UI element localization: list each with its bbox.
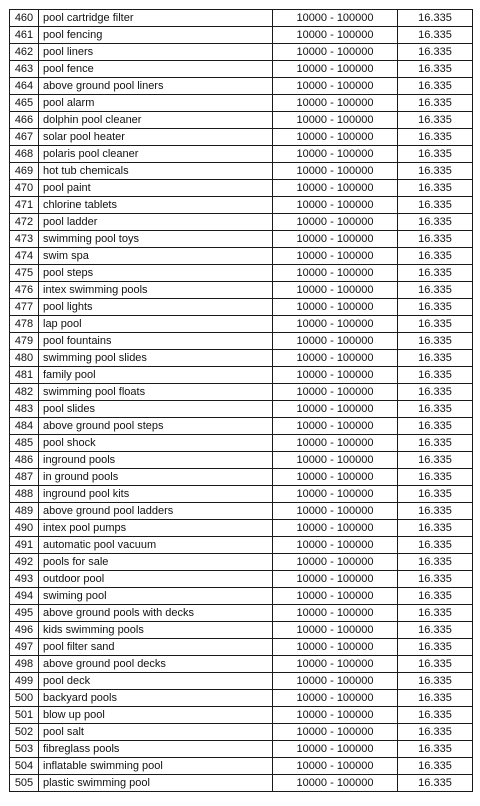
row-number-cell: 461 xyxy=(10,27,39,44)
keyword-cell: solar pool heater xyxy=(39,129,273,146)
table-row xyxy=(10,503,473,520)
keyword-cell: pool lights xyxy=(39,299,273,316)
table-row xyxy=(10,384,473,401)
table-row xyxy=(10,469,473,486)
row-number-cell: 493 xyxy=(10,571,39,588)
keyword-cell: pool paint xyxy=(39,180,273,197)
keyword-cell: kids swimming pools xyxy=(39,622,273,639)
keyword-cell: above ground pool steps xyxy=(39,418,273,435)
keyword-cell: swimming pool toys xyxy=(39,231,273,248)
row-number-cell: 487 xyxy=(10,469,39,486)
value-cell: 16.335 xyxy=(398,707,473,724)
value-cell: 16.335 xyxy=(398,180,473,197)
keyword-cell: backyard pools xyxy=(39,690,273,707)
row-number-cell: 492 xyxy=(10,554,39,571)
row-number-cell: 464 xyxy=(10,78,39,95)
search-range-cell: 10000 - 100000 xyxy=(273,316,398,333)
row-number-cell: 500 xyxy=(10,690,39,707)
keyword-cell: plastic swimming pool xyxy=(39,775,273,792)
table-row xyxy=(10,10,473,27)
search-range-cell: 10000 - 100000 xyxy=(273,690,398,707)
search-range-cell: 10000 - 100000 xyxy=(273,265,398,282)
row-number-cell: 460 xyxy=(10,10,39,27)
row-number-cell: 468 xyxy=(10,146,39,163)
keyword-cell: swimming pool floats xyxy=(39,384,273,401)
search-range-cell: 10000 - 100000 xyxy=(273,452,398,469)
keyword-cell: blow up pool xyxy=(39,707,273,724)
value-cell: 16.335 xyxy=(398,27,473,44)
table-row xyxy=(10,282,473,299)
keyword-cell: pool shock xyxy=(39,435,273,452)
search-range-cell: 10000 - 100000 xyxy=(273,758,398,775)
table-row xyxy=(10,61,473,78)
value-cell: 16.335 xyxy=(398,231,473,248)
search-range-cell: 10000 - 100000 xyxy=(273,27,398,44)
row-number-cell: 472 xyxy=(10,214,39,231)
keyword-cell: fibreglass pools xyxy=(39,741,273,758)
value-cell: 16.335 xyxy=(398,316,473,333)
table-row xyxy=(10,554,473,571)
row-number-cell: 463 xyxy=(10,61,39,78)
table-row xyxy=(10,537,473,554)
search-range-cell: 10000 - 100000 xyxy=(273,537,398,554)
row-number-cell: 471 xyxy=(10,197,39,214)
value-cell: 16.335 xyxy=(398,775,473,792)
value-cell: 16.335 xyxy=(398,605,473,622)
value-cell: 16.335 xyxy=(398,537,473,554)
search-range-cell: 10000 - 100000 xyxy=(273,163,398,180)
row-number-cell: 485 xyxy=(10,435,39,452)
table-row xyxy=(10,44,473,61)
table-row xyxy=(10,248,473,265)
value-cell: 16.335 xyxy=(398,758,473,775)
table-row xyxy=(10,588,473,605)
value-cell: 16.335 xyxy=(398,367,473,384)
keyword-cell: dolphin pool cleaner xyxy=(39,112,273,129)
value-cell: 16.335 xyxy=(398,299,473,316)
search-range-cell: 10000 - 100000 xyxy=(273,146,398,163)
search-range-cell: 10000 - 100000 xyxy=(273,622,398,639)
keyword-cell: intex swimming pools xyxy=(39,282,273,299)
row-number-cell: 497 xyxy=(10,639,39,656)
row-number-cell: 467 xyxy=(10,129,39,146)
row-number-cell: 491 xyxy=(10,537,39,554)
keyword-cell: intex pool pumps xyxy=(39,520,273,537)
keyword-cell: lap pool xyxy=(39,316,273,333)
value-cell: 16.335 xyxy=(398,520,473,537)
row-number-cell: 469 xyxy=(10,163,39,180)
table-row xyxy=(10,316,473,333)
value-cell: 16.335 xyxy=(398,469,473,486)
keyword-cell: hot tub chemicals xyxy=(39,163,273,180)
row-number-cell: 494 xyxy=(10,588,39,605)
keyword-cell: pools for sale xyxy=(39,554,273,571)
value-cell: 16.335 xyxy=(398,197,473,214)
table-row xyxy=(10,656,473,673)
table-row xyxy=(10,299,473,316)
table-row xyxy=(10,775,473,792)
table-row xyxy=(10,622,473,639)
keyword-cell: pool cartridge filter xyxy=(39,10,273,27)
value-cell: 16.335 xyxy=(398,741,473,758)
row-number-cell: 503 xyxy=(10,741,39,758)
value-cell: 16.335 xyxy=(398,265,473,282)
table-row xyxy=(10,571,473,588)
search-range-cell: 10000 - 100000 xyxy=(273,554,398,571)
row-number-cell: 496 xyxy=(10,622,39,639)
search-range-cell: 10000 - 100000 xyxy=(273,367,398,384)
value-cell: 16.335 xyxy=(398,214,473,231)
keyword-cell: pool fountains xyxy=(39,333,273,350)
table-row xyxy=(10,707,473,724)
search-range-cell: 10000 - 100000 xyxy=(273,401,398,418)
value-cell: 16.335 xyxy=(398,350,473,367)
search-range-cell: 10000 - 100000 xyxy=(273,639,398,656)
value-cell: 16.335 xyxy=(398,282,473,299)
search-range-cell: 10000 - 100000 xyxy=(273,605,398,622)
table-row xyxy=(10,401,473,418)
table-row xyxy=(10,605,473,622)
search-range-cell: 10000 - 100000 xyxy=(273,197,398,214)
value-cell: 16.335 xyxy=(398,384,473,401)
value-cell: 16.335 xyxy=(398,452,473,469)
row-number-cell: 476 xyxy=(10,282,39,299)
search-range-cell: 10000 - 100000 xyxy=(273,673,398,690)
keyword-cell: pool filter sand xyxy=(39,639,273,656)
search-range-cell: 10000 - 100000 xyxy=(273,384,398,401)
keyword-cell: above ground pool decks xyxy=(39,656,273,673)
row-number-cell: 478 xyxy=(10,316,39,333)
row-number-cell: 474 xyxy=(10,248,39,265)
search-range-cell: 10000 - 100000 xyxy=(273,435,398,452)
row-number-cell: 499 xyxy=(10,673,39,690)
keyword-cell: polaris pool cleaner xyxy=(39,146,273,163)
keyword-table-body xyxy=(10,10,473,792)
value-cell: 16.335 xyxy=(398,656,473,673)
keyword-cell: pool deck xyxy=(39,673,273,690)
value-cell: 16.335 xyxy=(398,10,473,27)
search-range-cell: 10000 - 100000 xyxy=(273,95,398,112)
keyword-cell: pool liners xyxy=(39,44,273,61)
table-row xyxy=(10,350,473,367)
table-row xyxy=(10,435,473,452)
row-number-cell: 477 xyxy=(10,299,39,316)
table-row xyxy=(10,112,473,129)
search-range-cell: 10000 - 100000 xyxy=(273,741,398,758)
search-range-cell: 10000 - 100000 xyxy=(273,503,398,520)
table-row xyxy=(10,520,473,537)
keyword-table xyxy=(9,9,473,792)
value-cell: 16.335 xyxy=(398,418,473,435)
table-row xyxy=(10,231,473,248)
keyword-cell: pool salt xyxy=(39,724,273,741)
table-row xyxy=(10,690,473,707)
keyword-cell: pool fencing xyxy=(39,27,273,44)
value-cell: 16.335 xyxy=(398,724,473,741)
search-range-cell: 10000 - 100000 xyxy=(273,350,398,367)
search-range-cell: 10000 - 100000 xyxy=(273,231,398,248)
search-range-cell: 10000 - 100000 xyxy=(273,588,398,605)
value-cell: 16.335 xyxy=(398,146,473,163)
search-range-cell: 10000 - 100000 xyxy=(273,78,398,95)
table-row xyxy=(10,163,473,180)
table-row xyxy=(10,180,473,197)
value-cell: 16.335 xyxy=(398,44,473,61)
table-row xyxy=(10,367,473,384)
row-number-cell: 501 xyxy=(10,707,39,724)
search-range-cell: 10000 - 100000 xyxy=(273,724,398,741)
search-range-cell: 10000 - 100000 xyxy=(273,571,398,588)
search-range-cell: 10000 - 100000 xyxy=(273,129,398,146)
search-range-cell: 10000 - 100000 xyxy=(273,486,398,503)
keyword-cell: pool ladder xyxy=(39,214,273,231)
row-number-cell: 490 xyxy=(10,520,39,537)
value-cell: 16.335 xyxy=(398,112,473,129)
keyword-cell: pool steps xyxy=(39,265,273,282)
row-number-cell: 466 xyxy=(10,112,39,129)
keyword-cell: pool fence xyxy=(39,61,273,78)
row-number-cell: 483 xyxy=(10,401,39,418)
keyword-cell: chlorine tablets xyxy=(39,197,273,214)
search-range-cell: 10000 - 100000 xyxy=(273,180,398,197)
table-row xyxy=(10,452,473,469)
search-range-cell: 10000 - 100000 xyxy=(273,469,398,486)
search-range-cell: 10000 - 100000 xyxy=(273,707,398,724)
row-number-cell: 484 xyxy=(10,418,39,435)
keyword-cell: swim spa xyxy=(39,248,273,265)
keyword-cell: inground pool kits xyxy=(39,486,273,503)
search-range-cell: 10000 - 100000 xyxy=(273,61,398,78)
value-cell: 16.335 xyxy=(398,163,473,180)
table-row xyxy=(10,758,473,775)
keyword-cell: family pool xyxy=(39,367,273,384)
table-row xyxy=(10,639,473,656)
value-cell: 16.335 xyxy=(398,503,473,520)
search-range-cell: 10000 - 100000 xyxy=(273,775,398,792)
row-number-cell: 502 xyxy=(10,724,39,741)
table-row xyxy=(10,95,473,112)
value-cell: 16.335 xyxy=(398,435,473,452)
search-range-cell: 10000 - 100000 xyxy=(273,333,398,350)
search-range-cell: 10000 - 100000 xyxy=(273,299,398,316)
row-number-cell: 505 xyxy=(10,775,39,792)
keyword-cell: pool alarm xyxy=(39,95,273,112)
row-number-cell: 482 xyxy=(10,384,39,401)
value-cell: 16.335 xyxy=(398,588,473,605)
keyword-cell: in ground pools xyxy=(39,469,273,486)
keyword-cell: swimming pool slides xyxy=(39,350,273,367)
value-cell: 16.335 xyxy=(398,95,473,112)
keyword-cell: outdoor pool xyxy=(39,571,273,588)
table-row xyxy=(10,673,473,690)
value-cell: 16.335 xyxy=(398,554,473,571)
search-range-cell: 10000 - 100000 xyxy=(273,282,398,299)
table-row xyxy=(10,333,473,350)
search-range-cell: 10000 - 100000 xyxy=(273,214,398,231)
keyword-cell: pool slides xyxy=(39,401,273,418)
table-row xyxy=(10,418,473,435)
keyword-cell: automatic pool vacuum xyxy=(39,537,273,554)
search-range-cell: 10000 - 100000 xyxy=(273,656,398,673)
row-number-cell: 488 xyxy=(10,486,39,503)
keyword-cell: swiming pool xyxy=(39,588,273,605)
search-range-cell: 10000 - 100000 xyxy=(273,520,398,537)
table-row xyxy=(10,486,473,503)
keyword-cell: above ground pool liners xyxy=(39,78,273,95)
value-cell: 16.335 xyxy=(398,78,473,95)
table-row xyxy=(10,724,473,741)
keyword-cell: above ground pools with decks xyxy=(39,605,273,622)
table-row xyxy=(10,27,473,44)
search-range-cell: 10000 - 100000 xyxy=(273,112,398,129)
keyword-cell: inground pools xyxy=(39,452,273,469)
table-row xyxy=(10,129,473,146)
row-number-cell: 465 xyxy=(10,95,39,112)
row-number-cell: 470 xyxy=(10,180,39,197)
row-number-cell: 475 xyxy=(10,265,39,282)
search-range-cell: 10000 - 100000 xyxy=(273,418,398,435)
value-cell: 16.335 xyxy=(398,129,473,146)
value-cell: 16.335 xyxy=(398,690,473,707)
table-row xyxy=(10,78,473,95)
table-row xyxy=(10,265,473,282)
value-cell: 16.335 xyxy=(398,622,473,639)
row-number-cell: 504 xyxy=(10,758,39,775)
table-row xyxy=(10,197,473,214)
row-number-cell: 479 xyxy=(10,333,39,350)
row-number-cell: 462 xyxy=(10,44,39,61)
value-cell: 16.335 xyxy=(398,571,473,588)
row-number-cell: 473 xyxy=(10,231,39,248)
value-cell: 16.335 xyxy=(398,401,473,418)
value-cell: 16.335 xyxy=(398,673,473,690)
table-row xyxy=(10,741,473,758)
row-number-cell: 498 xyxy=(10,656,39,673)
value-cell: 16.335 xyxy=(398,333,473,350)
row-number-cell: 481 xyxy=(10,367,39,384)
row-number-cell: 489 xyxy=(10,503,39,520)
row-number-cell: 495 xyxy=(10,605,39,622)
value-cell: 16.335 xyxy=(398,248,473,265)
row-number-cell: 480 xyxy=(10,350,39,367)
value-cell: 16.335 xyxy=(398,61,473,78)
search-range-cell: 10000 - 100000 xyxy=(273,10,398,27)
search-range-cell: 10000 - 100000 xyxy=(273,248,398,265)
table-row xyxy=(10,146,473,163)
table-row xyxy=(10,214,473,231)
row-number-cell: 486 xyxy=(10,452,39,469)
search-range-cell: 10000 - 100000 xyxy=(273,44,398,61)
value-cell: 16.335 xyxy=(398,486,473,503)
value-cell: 16.335 xyxy=(398,639,473,656)
keyword-cell: above ground pool ladders xyxy=(39,503,273,520)
keyword-cell: inflatable swimming pool xyxy=(39,758,273,775)
